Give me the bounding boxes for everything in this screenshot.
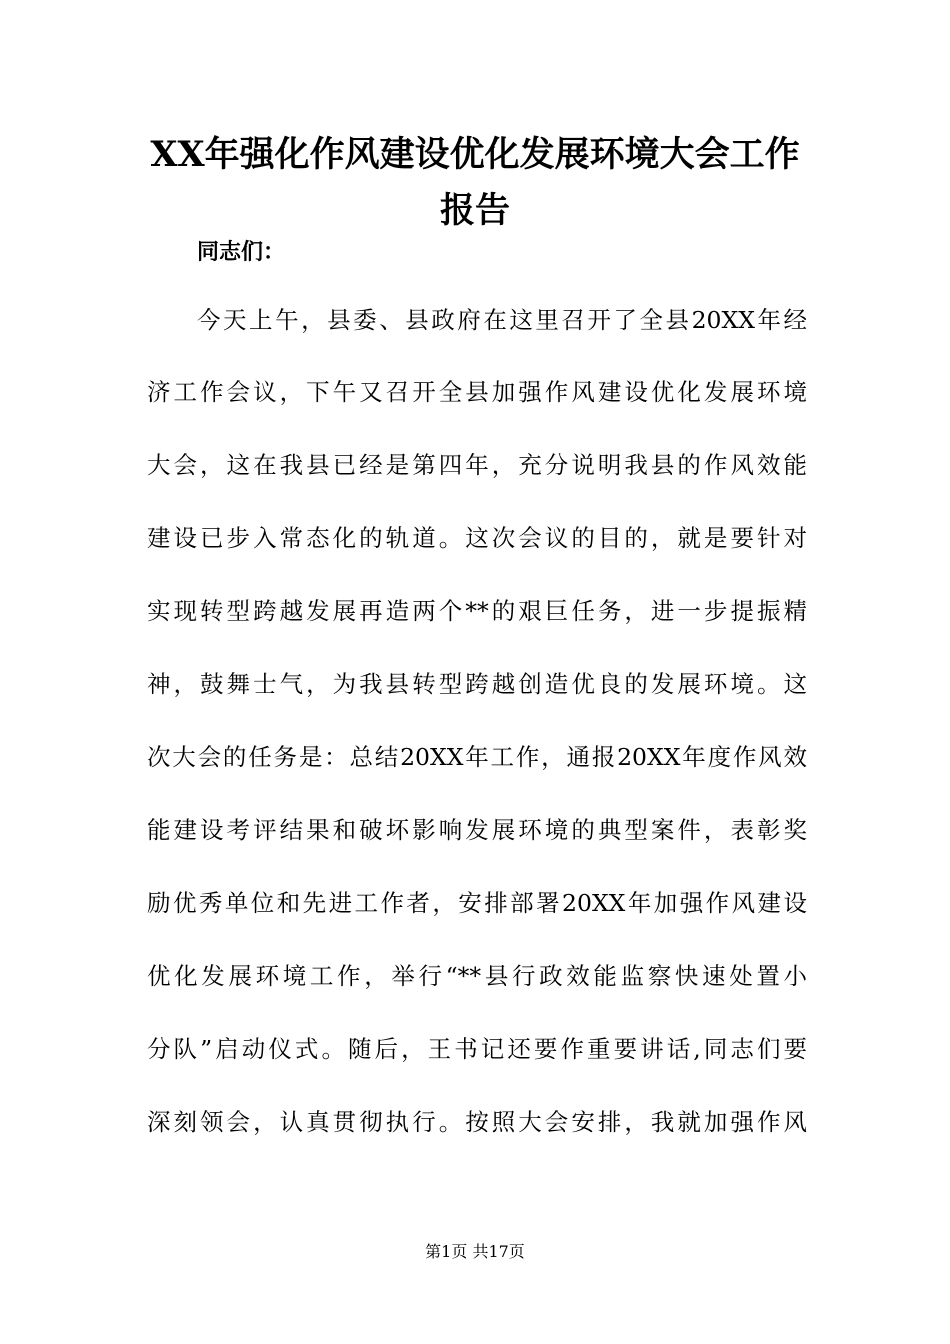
paragraph-line: 建设已步入常态化的轨道。这次会议的目的，就是要针对 [147,524,807,552]
paragraph-line: 能建设考评结果和破坏影响发展环境的典型案件，表彰奖 [147,816,807,844]
paragraph-line: 神，鼓舞士气，为我县转型跨越创造优良的发展环境。这 [147,670,807,698]
paragraph-line: 济工作会议，下午又召开全县加强作风建设优化发展环境 [147,378,807,406]
paragraph-line: 励优秀单位和先进工作者，安排部署20XX年加强作风建设 [147,889,807,917]
page-number-footer: 第1页 共17页 [425,1242,525,1261]
greeting: 同志们： [197,239,286,265]
paragraph-line: 今天上午，县委、县政府在这里召开了全县20XX年经 [197,306,807,334]
document-title: XX年强化作风建设优化发展环境大会工作报告 [150,134,800,231]
paragraph-line: 大会，这在我县已经是第四年，充分说明我县的作风效能 [147,451,807,479]
paragraph-line: 实现转型跨越发展再造两个**的艰巨任务，进一步提振精 [147,597,807,625]
paragraph-line: 优化发展环境工作，举行“**县行政效能监察快速处置小 [147,962,807,990]
paragraph-line: 分队”启动仪式。随后，王书记还要作重要讲话,同志们要 [147,1035,807,1063]
paragraph-line: 次大会的任务是：总结20XX年工作，通报20XX年度作风效 [147,743,807,771]
paragraph-line: 深刻领会，认真贯彻执行。按照大会安排，我就加强作风 [147,1108,807,1136]
